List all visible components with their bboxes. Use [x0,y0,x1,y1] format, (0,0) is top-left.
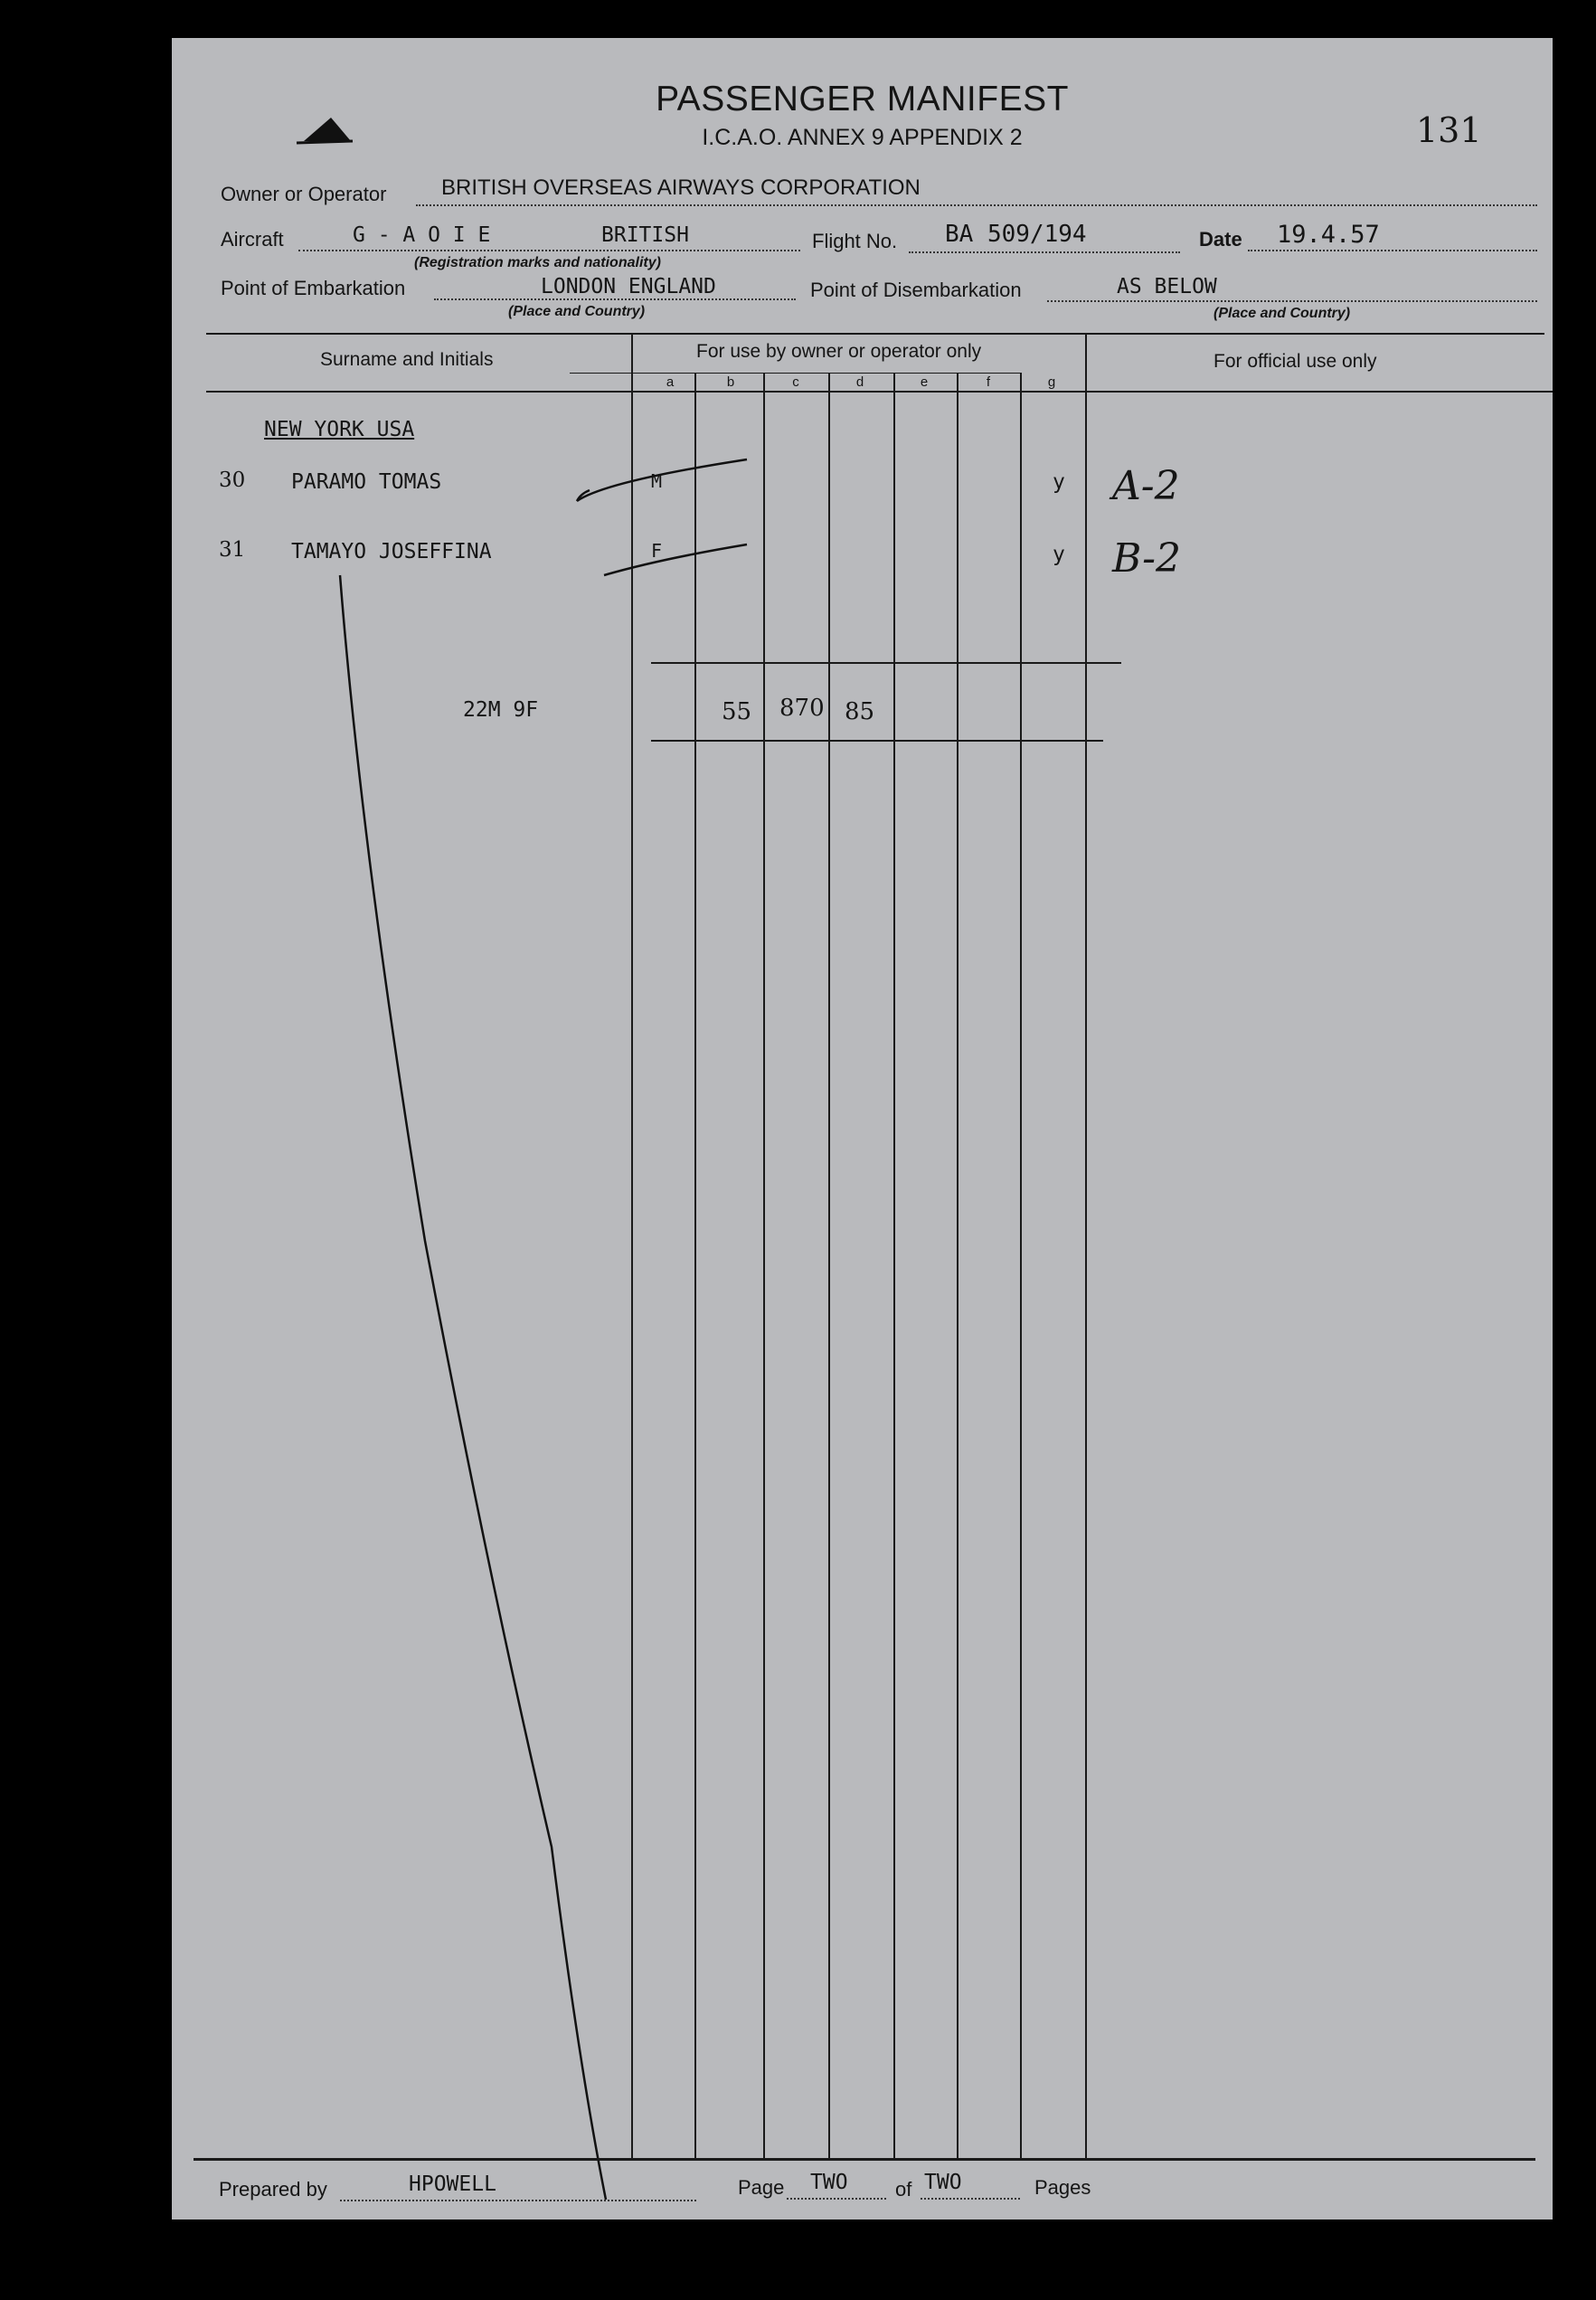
subcolumn-b: b [726,374,735,390]
embarkation-note: (Place and Country) [508,304,646,319]
subcolumn-g: g [1047,374,1056,390]
subcolumn-f: f [986,374,991,390]
subcolumn-e: e [920,374,929,390]
footer-top-line [194,2158,1535,2161]
flight-label: Flight No. [812,230,898,252]
vertical-pen-stroke [340,575,606,2200]
row-number: 31 [219,538,246,562]
strike-stroke [577,459,747,501]
page-number: 131 [1416,110,1482,150]
page-value: TWO [810,2171,848,2194]
total-d: 85 [845,698,875,725]
embarkation-label: Point of Embarkation [221,277,406,299]
aircraft-registration: G - A O I E [353,223,491,247]
aircraft-label: Aircraft [221,228,284,251]
registration-note: (Registration marks and nationality) [414,255,661,270]
official-code: B-2 [1112,535,1182,582]
disembarkation-value: AS BELOW [1117,275,1217,298]
aircraft-nationality: BRITISH [601,223,689,247]
disembarkation-note: (Place and Country) [1214,306,1351,321]
form-title: PASSENGER MANIFEST [656,80,1069,118]
total-c: 870 [779,695,825,722]
row-number: 30 [219,469,246,492]
subcolumn-c: c [792,374,799,390]
of-dotted-line [921,2198,1020,2200]
passenger-name: TAMAYO JOSEFFINA [291,540,492,563]
embarkation-value: LONDON ENGLAND [541,275,716,298]
pages-label: Pages [1034,2176,1091,2199]
surname-column-header: Surname and Initials [320,349,494,370]
flight-value: BA 509/194 [945,221,1087,248]
col-g-mark: y [1053,543,1065,566]
official-use-column-header: For official use only [1214,351,1377,372]
prepared-by-dotted-line [340,2200,696,2201]
page-label: Page [738,2176,785,2199]
totals-label: 22M 9F [463,698,539,722]
owner-label: Owner or Operator [221,183,387,205]
destination-heading: NEW YORK USA [264,418,415,441]
disembarkation-label: Point of Disembarkation [810,279,1022,301]
passenger-name: PARAMO TOMAS [291,470,442,494]
manifest-sheet [172,38,1553,2220]
col-g-mark: y [1053,470,1065,494]
prepared-by-label: Prepared by [219,2178,327,2201]
prepared-by-value: HPOWELL [409,2172,496,2196]
strike-stroke [604,544,747,575]
date-value: 19.4.57 [1277,221,1380,249]
pen-strokes [172,38,1553,2220]
subcolumn-a: a [666,374,675,390]
total-b: 55 [722,698,752,725]
page-dotted-line [787,2198,886,2200]
owner-value: BRITISH OVERSEAS AIRWAYS CORPORATION [441,175,921,200]
sex-code: F [651,540,663,562]
official-code: A-2 [1112,463,1180,509]
owner-use-column-header: For use by owner or operator only [696,341,982,362]
subcolumn-d: d [855,374,864,390]
of-label: of [895,2178,912,2201]
form-subtitle: I.C.A.O. ANNEX 9 APPENDIX 2 [702,125,1023,150]
of-value: TWO [924,2171,962,2194]
sex-code: M [651,470,663,492]
date-label: Date [1199,228,1242,251]
